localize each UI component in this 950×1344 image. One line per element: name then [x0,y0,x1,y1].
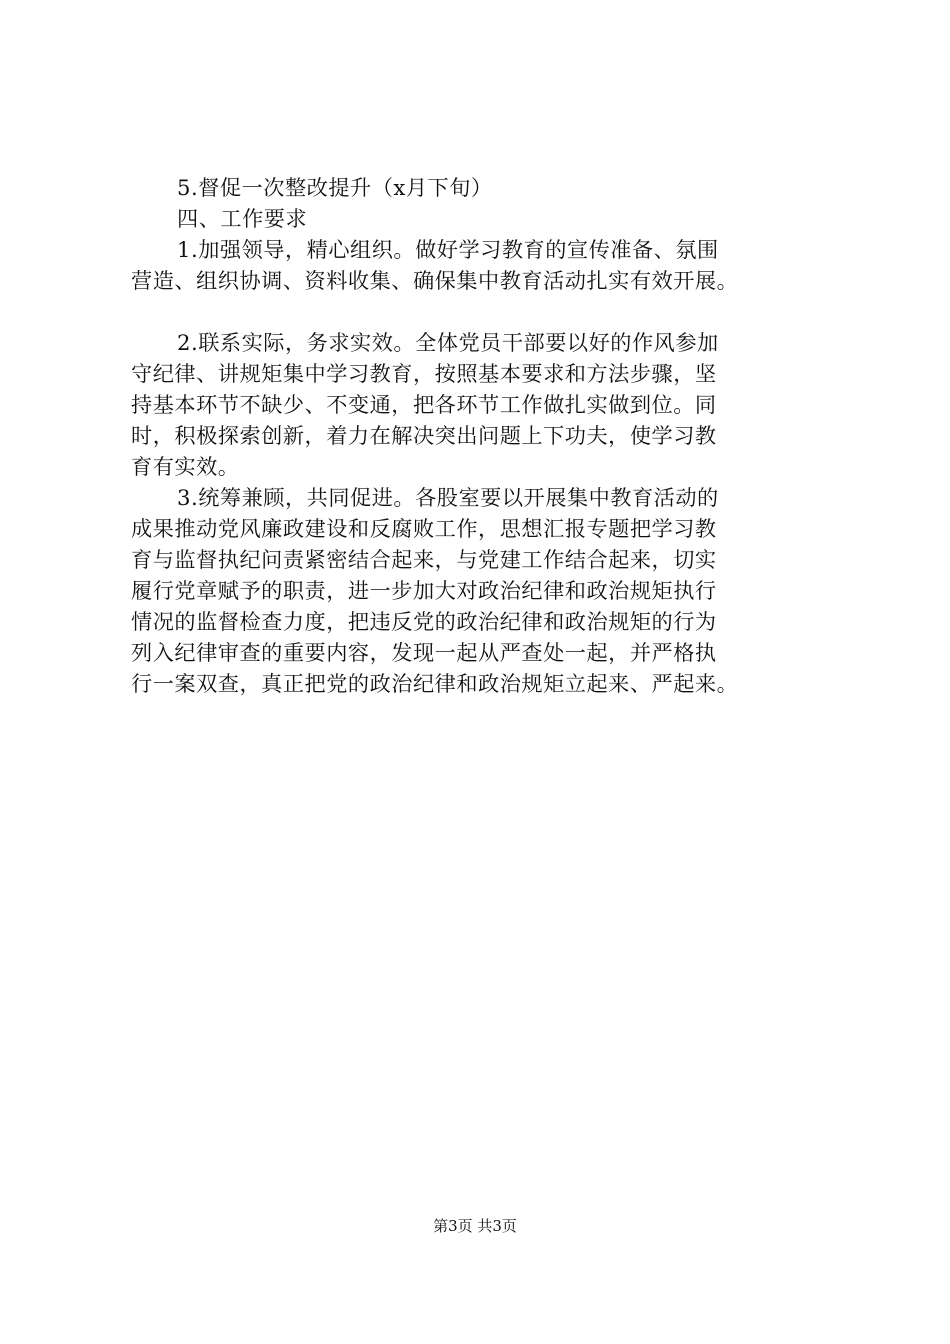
document-body [131,172,831,699]
paragraph-3-line-6: 列入纪律审查的重要内容，发现一起从严查处一起，并严格执 [131,640,717,665]
paragraph-3-line-2: 成果推动党风廉政建设和反腐败工作，思想汇报专题把学习教 [131,516,717,541]
paragraph-2-line-4: 时，积极探索创新，着力在解决突出问题上下功夫，使学习教 [131,423,717,448]
paragraph-2-line-5: 育有实效。 [131,454,240,479]
paragraph-spacer [131,296,831,327]
paragraph-3-line-7: 行一案双查，真正把党的政治纪律和政治规矩立起来、严起来。 [131,671,739,696]
page-footer: 第3页 共3页 [433,1217,517,1235]
paragraph-2-line-2: 守纪律、讲规矩集中学习教育，按照基本要求和方法步骤，坚 [131,361,717,386]
section-heading-work-requirements: 四、工作要求 [177,206,308,231]
paragraph-1-line-2: 营造、组织协调、资料收集、确保集中教育活动扎实有效开展。 [131,268,739,293]
paragraph-2-line-1: 2.联系实际，务求实效。全体党员干部要以好的作风参加 [177,330,719,355]
paragraph-3-line-1: 3.统筹兼顾，共同促进。各股室要以开展集中教育活动的 [177,485,719,510]
paragraph-2-line-3: 持基本环节不缺少、不变通，把各环节工作做扎实做到位。同 [131,392,717,417]
paragraph-1-line-1: 1.加强领导，精心组织。做好学习教育的宣传准备、氛围 [177,237,719,262]
supervision-step-heading: 5.督促一次整改提升（x月下旬） [177,175,493,200]
paragraph-3-line-3: 育与监督执纪问责紧密结合起来，与党建工作结合起来，切实 [131,547,717,572]
paragraph-3-line-5: 情况的监督检查力度，把违反党的政治纪律和政治规矩的行为 [131,609,717,634]
paragraph-3-line-4: 履行党章赋予的职责，进一步加大对政治纪律和政治规矩执行 [131,578,717,603]
